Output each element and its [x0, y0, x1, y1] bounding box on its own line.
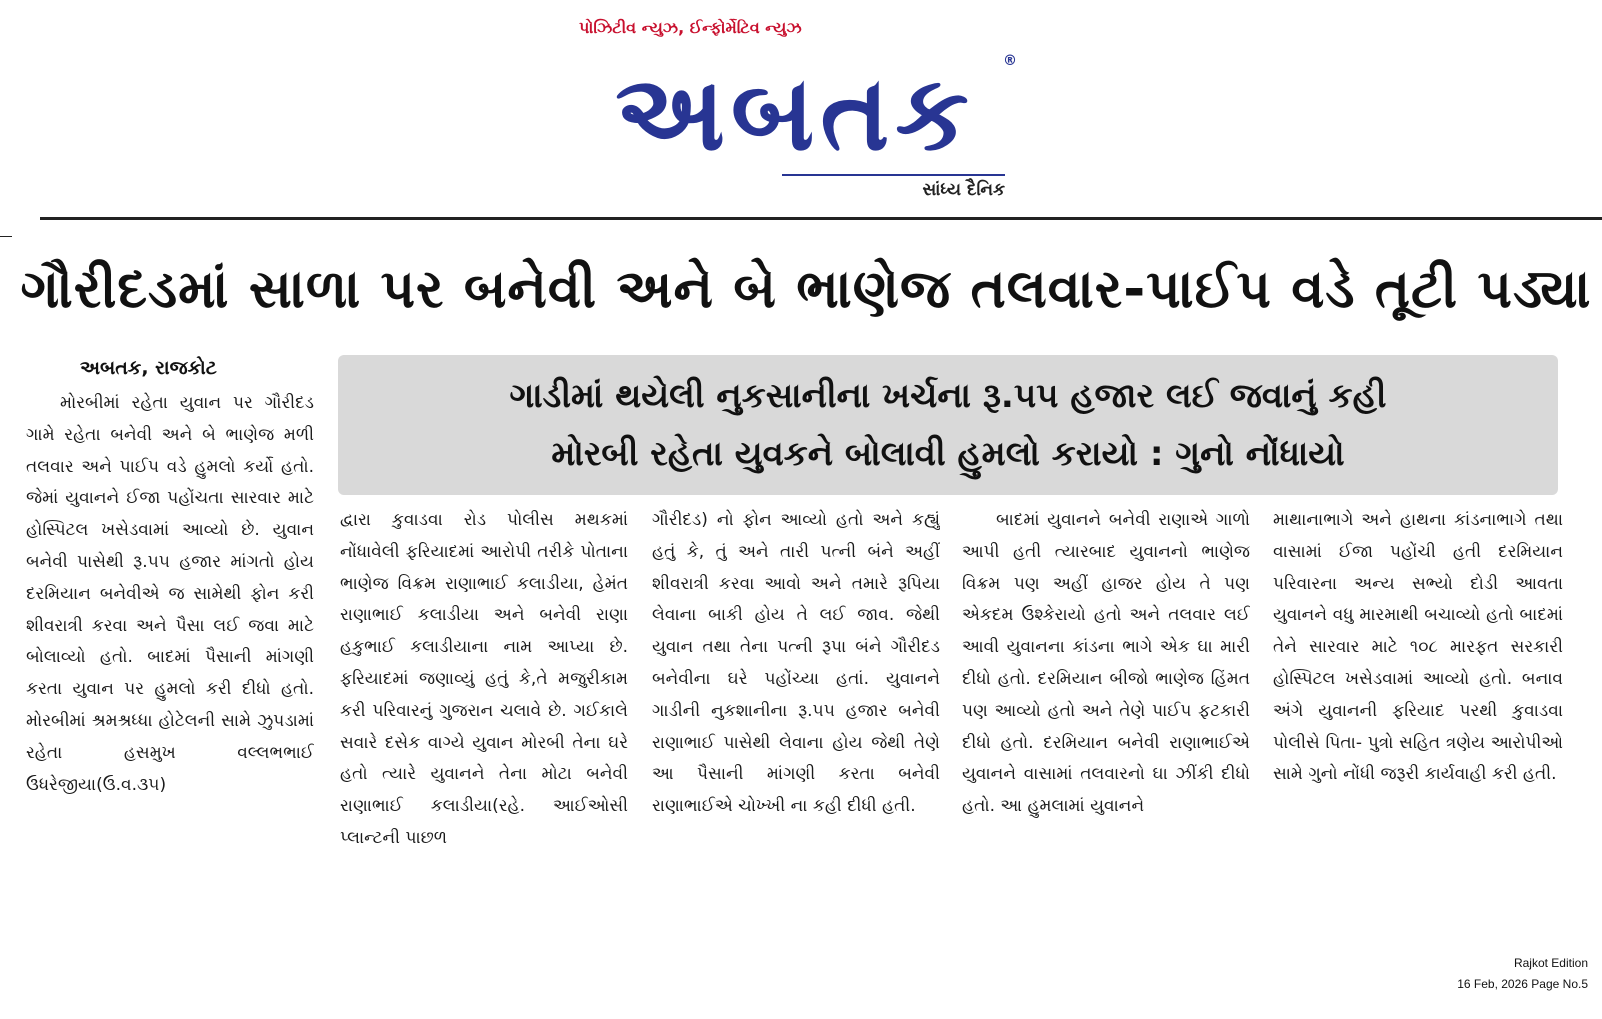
article-column-4	[962, 505, 1250, 955]
masthead-tagline: પોઝિટીવ ન્યુઝ, ઈન્ફોર્મેટિવ ન્યુઝ	[579, 18, 802, 37]
column-2-text: દ્વારા કુવાડવા રોડ પોલીસ મથકમાં નોંધાવેલી ફરિયાદમાં આરોપી તરીકે પોતાના ભાણેજ વિક્રમ રાણાભાઈ કલાડીયા, હેમંત રાણાભાઈ કલાડીયા અને બનેવી રાણા હકુભાઈ કલાડીયાના નામ આપ્યા છે. ફરિયાદમાં જણાવ્યું હતું કે,તે મજુરીકામ કરી પરિવારનું ગુજરાન ચલાવે છે. ગઈકાલે સવારે દસેક વાગ્યે યુવાન મોરબી તેના ઘરે હતો ત્યારે યુવાનને તેના મોટા બનેવી રાણાભાઈ કલાડીયા(રહે. આઈઓસી પ્લાન્ટની પાછળ	[340, 510, 628, 848]
article-subheadline	[338, 355, 1558, 495]
logo-text: અબતક	[615, 52, 975, 174]
subheadline-line-1: ગાડીમાં થયેલી નુકસાનીના ખર્ચના રૂ.૫૫ હજાર લઈ જવાનું કહી	[509, 376, 1387, 416]
article-headline: ગૌરીદડમાં સાળા પર બનેવી અને બે ભાણેજ તલવાર-પાઈપ વડે તૂટી પડ્યા	[20, 259, 1592, 320]
article-column-2	[340, 505, 628, 955]
column-4-text: બાદમાં યુવાનને બનેવી રાણાએ ગાળો આપી હતી ત્યારબાદ યુવાનનો ભાણેજ વિક્રમ પણ અહીં હાજર હોય તે પણ એકદમ ઉશ્કેરાયો હતો અને તલવાર લઈ આવી યુવાનના કાંડના ભાગે એક ઘા મારી દીધો હતો. દરમિયાન બીજો ભાણેજ હિંમત પણ આવ્યો હતો અને તેણે પાઈપ ફટકારી દીધો હતો. દરમિયાન બનેવી રાણાભાઈએ યુવાનને વાસામાં તલવારનો ઘા ઝીંકી દીધો હતો. આ હુમલામાં યુવાનને	[962, 510, 1250, 817]
newspaper-logo	[575, 48, 1023, 178]
masthead	[575, 18, 1023, 208]
column-1-text: મોરબીમાં રહેતા યુવાન પર ગૌરીદડ ગામે રહેતા બનેવી અને બે ભાણેજ મળી તલવાર અને પાઈપ વડે હુમલો કર્યો હતો. જેમાં યુવાનને ઈજા પહોંચતા સારવાર માટે હોસ્પિટલ ખસેડવામાં આવ્યો છે. યુવાન બનેવી પાસેથી રૂ.૫૫ હજાર માંગતો હોય દરમિયાન બનેવીએ જ સામેથી ફોન કરી શીવરાત્રી કરવા અને પૈસા લઈ જવા માટે બોલાવ્યો હતો. બાદમાં પૈસાની માંગણી કરતા યુવાન પર હુમલો કરી દીધો હતો. મોરબીમાં શ્રમશ્રધ્ધા હોટેલની સામે ઝુપડામાં રહેતા હસમુખ વલ્લભભાઈ ઉધરેજીયા(ઉ.વ.૩૫)	[26, 393, 314, 795]
registered-mark: ®	[1003, 53, 1023, 69]
column-3-text: ગૌરીદડ) નો ફોન આવ્યો હતો અને કહ્યું હતું કે, તું અને તારી પત્ની બંને અહીં શીવરાત્રી કરવા આવો અને તમારે રૂપિયા લેવાના બાકી હોય તે લઈ જાવ. જેથી યુવાન તથા તેના પત્ની રૂપા બંને ગૌરીદડ બનેવીના ઘરે પહોંચ્યા હતાં. યુવાનને ગાડીની નુકશાનીના રૂ.૫૫ હજાર બનેવી રાણાભાઈ પાસેથી લેવાના હોય જેથી તેણે આ પૈસાની માંગણી કરતા બનેવી રાણાભાઈએ ચોખ્ખી ના કહી દીધી હતી.	[652, 510, 940, 817]
article-column-1	[26, 388, 314, 948]
article-column-3	[652, 505, 940, 955]
masthead-divider	[40, 217, 1602, 220]
masthead-subbrand: સાંધ્ય દૈનિક	[782, 174, 1005, 200]
article-dateline: અબતક, રાજકોટ	[80, 357, 217, 379]
edition-name: Rajkot Edition	[1513, 956, 1588, 970]
column-5-text: માથાનાભાગે અને હાથના કાંડનાભાગે તથા વાસામાં ઈજા પહોંચી હતી દરમિયાન પરિવારના અન્ય સભ્યો દોડી આવતા યુવાનને વધુ મારમાથી બચાવ્યો હતો બાદમાં તેને સારવાર માટે ૧૦૮ મારફત સરકારી હોસ્પિટલ ખસેડવામાં આવ્યો હતો. બનાવ અંગે યુવાનની ફરિયાદ પરથી કુવાડવા પોલીસે પિતા- પુત્રો સહિત ત્રણેય આરોપીઓ સામે ગુનો નોંધી જરૂરી કાર્યવાહી કરી હતી.	[1273, 510, 1563, 785]
edition-info	[1457, 953, 1588, 995]
article-column-5	[1273, 505, 1563, 955]
subheadline-line-2: મોરબી રહેતા યુવકને બોલાવી હુમલો કરાયો : ગુનો નોંધાયો	[551, 434, 1345, 474]
margin-tick	[0, 236, 12, 237]
edition-date-page: 16 Feb, 2026 Page No.5	[1457, 977, 1588, 991]
